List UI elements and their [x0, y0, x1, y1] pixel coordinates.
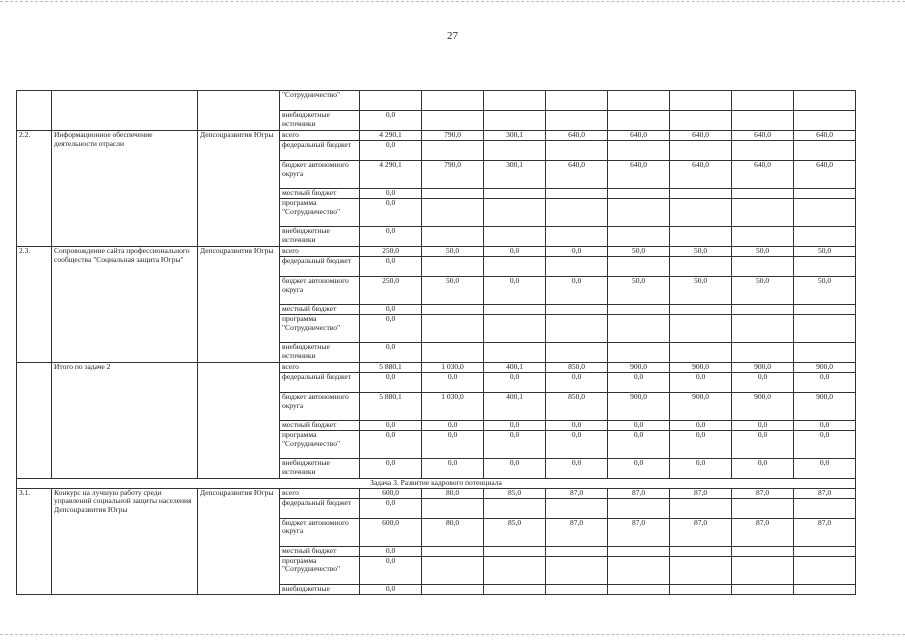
amount-cell: 640,0 — [608, 131, 670, 141]
scan-bottom-edge — [0, 634, 905, 635]
amount-cell — [422, 257, 484, 277]
amount-cell — [608, 189, 670, 199]
funding-source: программа "Сотрудничество" — [280, 315, 360, 343]
amount-cell — [546, 141, 608, 161]
amount-cell: 0,0 — [360, 584, 422, 594]
amount-cell: 600,0 — [360, 518, 422, 546]
amount-cell: 4 290,1 — [360, 161, 422, 189]
amount-cell: 87,0 — [608, 518, 670, 546]
amount-cell: 0,0 — [484, 277, 546, 305]
amount-cell: 300,1 — [484, 161, 546, 189]
amount-cell: 0,0 — [794, 373, 856, 393]
funding-source: бюджет автономного округа — [280, 161, 360, 189]
amount-cell: 0,0 — [546, 247, 608, 257]
item-executor — [198, 363, 280, 479]
amount-cell: 50,0 — [670, 277, 732, 305]
amount-cell: 900,0 — [732, 363, 794, 373]
amount-cell — [732, 189, 794, 199]
amount-cell — [794, 315, 856, 343]
amount-cell — [732, 257, 794, 277]
amount-cell — [794, 91, 856, 111]
amount-cell: 0,0 — [360, 421, 422, 431]
amount-cell — [670, 189, 732, 199]
amount-cell: 250,0 — [360, 247, 422, 257]
amount-cell — [732, 343, 794, 363]
table-row — [17, 131, 856, 141]
amount-cell: 0,0 — [670, 431, 732, 459]
amount-cell: 0,0 — [670, 421, 732, 431]
amount-cell: 0,0 — [670, 373, 732, 393]
amount-cell: 0,0 — [422, 459, 484, 479]
amount-cell — [422, 227, 484, 247]
amount-cell: 640,0 — [670, 161, 732, 189]
amount-cell: 0,0 — [794, 421, 856, 431]
amount-cell: 0,0 — [732, 421, 794, 431]
amount-cell: 1 030,0 — [422, 363, 484, 373]
amount-cell: 5 880,1 — [360, 363, 422, 373]
amount-cell — [608, 199, 670, 227]
amount-cell — [484, 546, 546, 556]
amount-cell — [546, 227, 608, 247]
item-number — [17, 363, 52, 479]
amount-cell: 0,0 — [360, 189, 422, 199]
amount-cell: 900,0 — [670, 393, 732, 421]
funding-source: всего — [280, 363, 360, 373]
amount-cell: 0,0 — [484, 431, 546, 459]
amount-cell: 0,0 — [546, 277, 608, 305]
amount-cell: 790,0 — [422, 131, 484, 141]
amount-cell: 400,1 — [484, 363, 546, 373]
table-row — [17, 91, 856, 111]
table-body — [17, 91, 856, 595]
amount-cell: 50,0 — [608, 247, 670, 257]
amount-cell: 0,0 — [360, 315, 422, 343]
funding-source: местный бюджет — [280, 421, 360, 431]
task-heading: Задача 3. Развитие кадрового потенциала — [17, 479, 856, 489]
amount-cell — [484, 343, 546, 363]
amount-cell — [422, 141, 484, 161]
amount-cell: 640,0 — [794, 161, 856, 189]
amount-cell — [546, 546, 608, 556]
amount-cell: 790,0 — [422, 161, 484, 189]
amount-cell: 4 290,1 — [360, 131, 422, 141]
amount-cell — [670, 315, 732, 343]
amount-cell: 0,0 — [360, 343, 422, 363]
funding-source: внебюджетные источники — [280, 459, 360, 479]
amount-cell — [670, 305, 732, 315]
amount-cell: 50,0 — [732, 277, 794, 305]
amount-cell: 0,0 — [670, 459, 732, 479]
amount-cell — [484, 111, 546, 131]
amount-cell — [546, 556, 608, 584]
amount-cell — [670, 227, 732, 247]
amount-cell — [422, 584, 484, 594]
amount-cell: 0,0 — [794, 431, 856, 459]
amount-cell — [794, 584, 856, 594]
funding-source: всего — [280, 488, 360, 498]
item-name: Итого по задаче 2 — [52, 363, 198, 479]
amount-cell — [608, 546, 670, 556]
funding-source: федеральный бюджет — [280, 373, 360, 393]
item-number: 2.3. — [17, 247, 52, 363]
amount-cell — [794, 498, 856, 518]
item-name: Информационное обеспечение деятельности отрасли — [52, 131, 198, 247]
amount-cell: 87,0 — [794, 518, 856, 546]
funding-source: программа "Сотрудничество" — [280, 199, 360, 227]
amount-cell: 0,0 — [608, 373, 670, 393]
amount-cell — [794, 227, 856, 247]
amount-cell: 50,0 — [732, 247, 794, 257]
amount-cell: 640,0 — [732, 131, 794, 141]
amount-cell: 80,0 — [422, 518, 484, 546]
funding-source: местный бюджет — [280, 189, 360, 199]
amount-cell — [422, 111, 484, 131]
amount-cell — [546, 91, 608, 111]
amount-cell: 0,0 — [484, 459, 546, 479]
funding-source: бюджет автономного округа — [280, 518, 360, 546]
item-executor: Депсоцразвития Югры — [198, 131, 280, 247]
amount-cell: 0,0 — [422, 373, 484, 393]
amount-cell: 0,0 — [732, 373, 794, 393]
amount-cell — [484, 584, 546, 594]
amount-cell — [546, 189, 608, 199]
amount-cell: 87,0 — [608, 488, 670, 498]
amount-cell — [484, 315, 546, 343]
amount-cell — [546, 343, 608, 363]
amount-cell: 0,0 — [360, 111, 422, 131]
funding-source: внебюджетные — [280, 584, 360, 594]
funding-source: федеральный бюджет — [280, 257, 360, 277]
amount-cell — [422, 199, 484, 227]
amount-cell: 0,0 — [360, 227, 422, 247]
amount-cell: 0,0 — [546, 373, 608, 393]
amount-cell — [422, 343, 484, 363]
amount-cell: 87,0 — [546, 488, 608, 498]
amount-cell — [794, 305, 856, 315]
amount-cell: 50,0 — [608, 277, 670, 305]
amount-cell — [732, 111, 794, 131]
amount-cell — [484, 498, 546, 518]
amount-cell — [608, 305, 670, 315]
amount-cell — [732, 498, 794, 518]
amount-cell — [794, 546, 856, 556]
amount-cell — [484, 305, 546, 315]
amount-cell: 0,0 — [484, 421, 546, 431]
amount-cell: 5 880,1 — [360, 393, 422, 421]
amount-cell: 0,0 — [360, 431, 422, 459]
amount-cell — [484, 91, 546, 111]
funding-source: программа "Сотрудничество" — [280, 431, 360, 459]
amount-cell: 0,0 — [360, 373, 422, 393]
amount-cell: 0,0 — [732, 431, 794, 459]
funding-source: бюджет автономного округа — [280, 277, 360, 305]
amount-cell — [794, 141, 856, 161]
amount-cell — [670, 343, 732, 363]
amount-cell — [732, 315, 794, 343]
amount-cell — [732, 199, 794, 227]
amount-cell — [360, 91, 422, 111]
amount-cell — [484, 227, 546, 247]
amount-cell — [546, 257, 608, 277]
amount-cell: 900,0 — [608, 393, 670, 421]
amount-cell: 0,0 — [360, 556, 422, 584]
amount-cell — [794, 556, 856, 584]
scan-top-edge — [0, 1, 905, 2]
amount-cell — [794, 189, 856, 199]
amount-cell: 50,0 — [422, 247, 484, 257]
amount-cell: 85,0 — [484, 488, 546, 498]
amount-cell — [546, 315, 608, 343]
amount-cell: 0,0 — [484, 247, 546, 257]
amount-cell — [670, 556, 732, 584]
item-name: Сопровождение сайта профессионального сообщества "Социальная защита Югры" — [52, 247, 198, 363]
item-number: 2.2. — [17, 131, 52, 247]
amount-cell: 85,0 — [484, 518, 546, 546]
table-row — [17, 247, 856, 257]
amount-cell: 640,0 — [546, 161, 608, 189]
amount-cell — [670, 257, 732, 277]
amount-cell: 87,0 — [732, 518, 794, 546]
amount-cell — [422, 305, 484, 315]
item-executor — [198, 91, 280, 131]
amount-cell: 0,0 — [360, 257, 422, 277]
amount-cell — [484, 189, 546, 199]
amount-cell — [732, 584, 794, 594]
amount-cell: 87,0 — [670, 518, 732, 546]
amount-cell: 0,0 — [360, 459, 422, 479]
amount-cell: 250,0 — [360, 277, 422, 305]
amount-cell — [670, 91, 732, 111]
amount-cell: 640,0 — [670, 131, 732, 141]
amount-cell — [484, 556, 546, 584]
amount-cell: 0,0 — [546, 421, 608, 431]
amount-cell: 0,0 — [608, 459, 670, 479]
amount-cell: 80,0 — [422, 488, 484, 498]
amount-cell: 0,0 — [360, 199, 422, 227]
amount-cell: 0,0 — [546, 431, 608, 459]
amount-cell: 900,0 — [608, 363, 670, 373]
amount-cell — [732, 305, 794, 315]
funding-source: всего — [280, 131, 360, 141]
amount-cell: 0,0 — [360, 305, 422, 315]
amount-cell: 50,0 — [670, 247, 732, 257]
funding-source: местный бюджет — [280, 305, 360, 315]
amount-cell — [422, 546, 484, 556]
amount-cell — [794, 199, 856, 227]
amount-cell — [732, 91, 794, 111]
amount-cell: 600,0 — [360, 488, 422, 498]
amount-cell: 640,0 — [546, 131, 608, 141]
amount-cell: 87,0 — [546, 518, 608, 546]
amount-cell — [484, 199, 546, 227]
item-executor: Депсоцразвития Югры — [198, 488, 280, 594]
amount-cell — [422, 498, 484, 518]
amount-cell: 400,1 — [484, 393, 546, 421]
amount-cell: 0,0 — [360, 141, 422, 161]
amount-cell — [608, 91, 670, 111]
amount-cell — [546, 199, 608, 227]
amount-cell: 300,1 — [484, 131, 546, 141]
amount-cell: 0,0 — [794, 459, 856, 479]
amount-cell: 50,0 — [794, 247, 856, 257]
amount-cell: 900,0 — [794, 393, 856, 421]
amount-cell — [484, 257, 546, 277]
amount-cell — [608, 141, 670, 161]
amount-cell — [794, 111, 856, 131]
amount-cell — [670, 498, 732, 518]
funding-source: программа "Сотрудничество" — [280, 556, 360, 584]
item-number: 3.1. — [17, 488, 52, 594]
amount-cell — [670, 141, 732, 161]
task-heading-row — [17, 479, 856, 489]
amount-cell: 640,0 — [794, 131, 856, 141]
amount-cell: 0,0 — [732, 459, 794, 479]
item-executor: Депсоцразвития Югры — [198, 247, 280, 363]
amount-cell: 0,0 — [422, 431, 484, 459]
amount-cell — [422, 556, 484, 584]
amount-cell: 50,0 — [794, 277, 856, 305]
amount-cell: 900,0 — [732, 393, 794, 421]
table-row — [17, 363, 856, 373]
amount-cell — [422, 315, 484, 343]
amount-cell: 0,0 — [360, 498, 422, 518]
amount-cell: 87,0 — [670, 488, 732, 498]
amount-cell: 900,0 — [670, 363, 732, 373]
amount-cell — [422, 91, 484, 111]
amount-cell — [608, 111, 670, 131]
amount-cell — [608, 227, 670, 247]
item-number — [17, 91, 52, 131]
funding-source: всего — [280, 247, 360, 257]
amount-cell — [670, 546, 732, 556]
amount-cell: 87,0 — [732, 488, 794, 498]
amount-cell — [670, 111, 732, 131]
amount-cell: 640,0 — [608, 161, 670, 189]
amount-cell — [546, 584, 608, 594]
amount-cell — [670, 199, 732, 227]
amount-cell — [608, 584, 670, 594]
amount-cell: 900,0 — [794, 363, 856, 373]
item-name — [52, 91, 198, 131]
amount-cell: 0,0 — [608, 431, 670, 459]
amount-cell: 50,0 — [422, 277, 484, 305]
item-name: Конкурс на лучшую работу среди управлений социальной защиты населения Депсоцразвития Югры — [52, 488, 198, 594]
amount-cell: 1 030,0 — [422, 393, 484, 421]
amount-cell: 850,0 — [546, 363, 608, 373]
amount-cell: 850,0 — [546, 393, 608, 421]
amount-cell — [732, 556, 794, 584]
amount-cell — [732, 546, 794, 556]
amount-cell: 640,0 — [732, 161, 794, 189]
amount-cell — [546, 111, 608, 131]
funding-source: внебюджетные источники — [280, 227, 360, 247]
amount-cell — [732, 141, 794, 161]
amount-cell — [608, 498, 670, 518]
funding-source: федеральный бюджет — [280, 498, 360, 518]
amount-cell — [670, 584, 732, 594]
budget-table — [16, 90, 856, 595]
table-row — [17, 488, 856, 498]
page-number: 27 — [447, 30, 458, 42]
amount-cell: 87,0 — [794, 488, 856, 498]
amount-cell — [608, 257, 670, 277]
amount-cell: 0,0 — [422, 421, 484, 431]
amount-cell: 0,0 — [546, 459, 608, 479]
amount-cell — [546, 498, 608, 518]
amount-cell — [794, 257, 856, 277]
amount-cell: 0,0 — [484, 373, 546, 393]
funding-source: федеральный бюджет — [280, 141, 360, 161]
amount-cell: 0,0 — [608, 421, 670, 431]
amount-cell — [608, 556, 670, 584]
funding-source: местный бюджет — [280, 546, 360, 556]
amount-cell — [608, 315, 670, 343]
amount-cell: 0,0 — [360, 546, 422, 556]
funding-source: внебюджетные источники — [280, 343, 360, 363]
amount-cell — [546, 305, 608, 315]
amount-cell — [732, 227, 794, 247]
amount-cell — [422, 189, 484, 199]
funding-source: внебюджетные источники — [280, 111, 360, 131]
amount-cell — [484, 141, 546, 161]
amount-cell — [794, 343, 856, 363]
funding-source: "Сотрудничество" — [280, 91, 360, 111]
funding-source: бюджет автономного округа — [280, 393, 360, 421]
amount-cell — [608, 343, 670, 363]
